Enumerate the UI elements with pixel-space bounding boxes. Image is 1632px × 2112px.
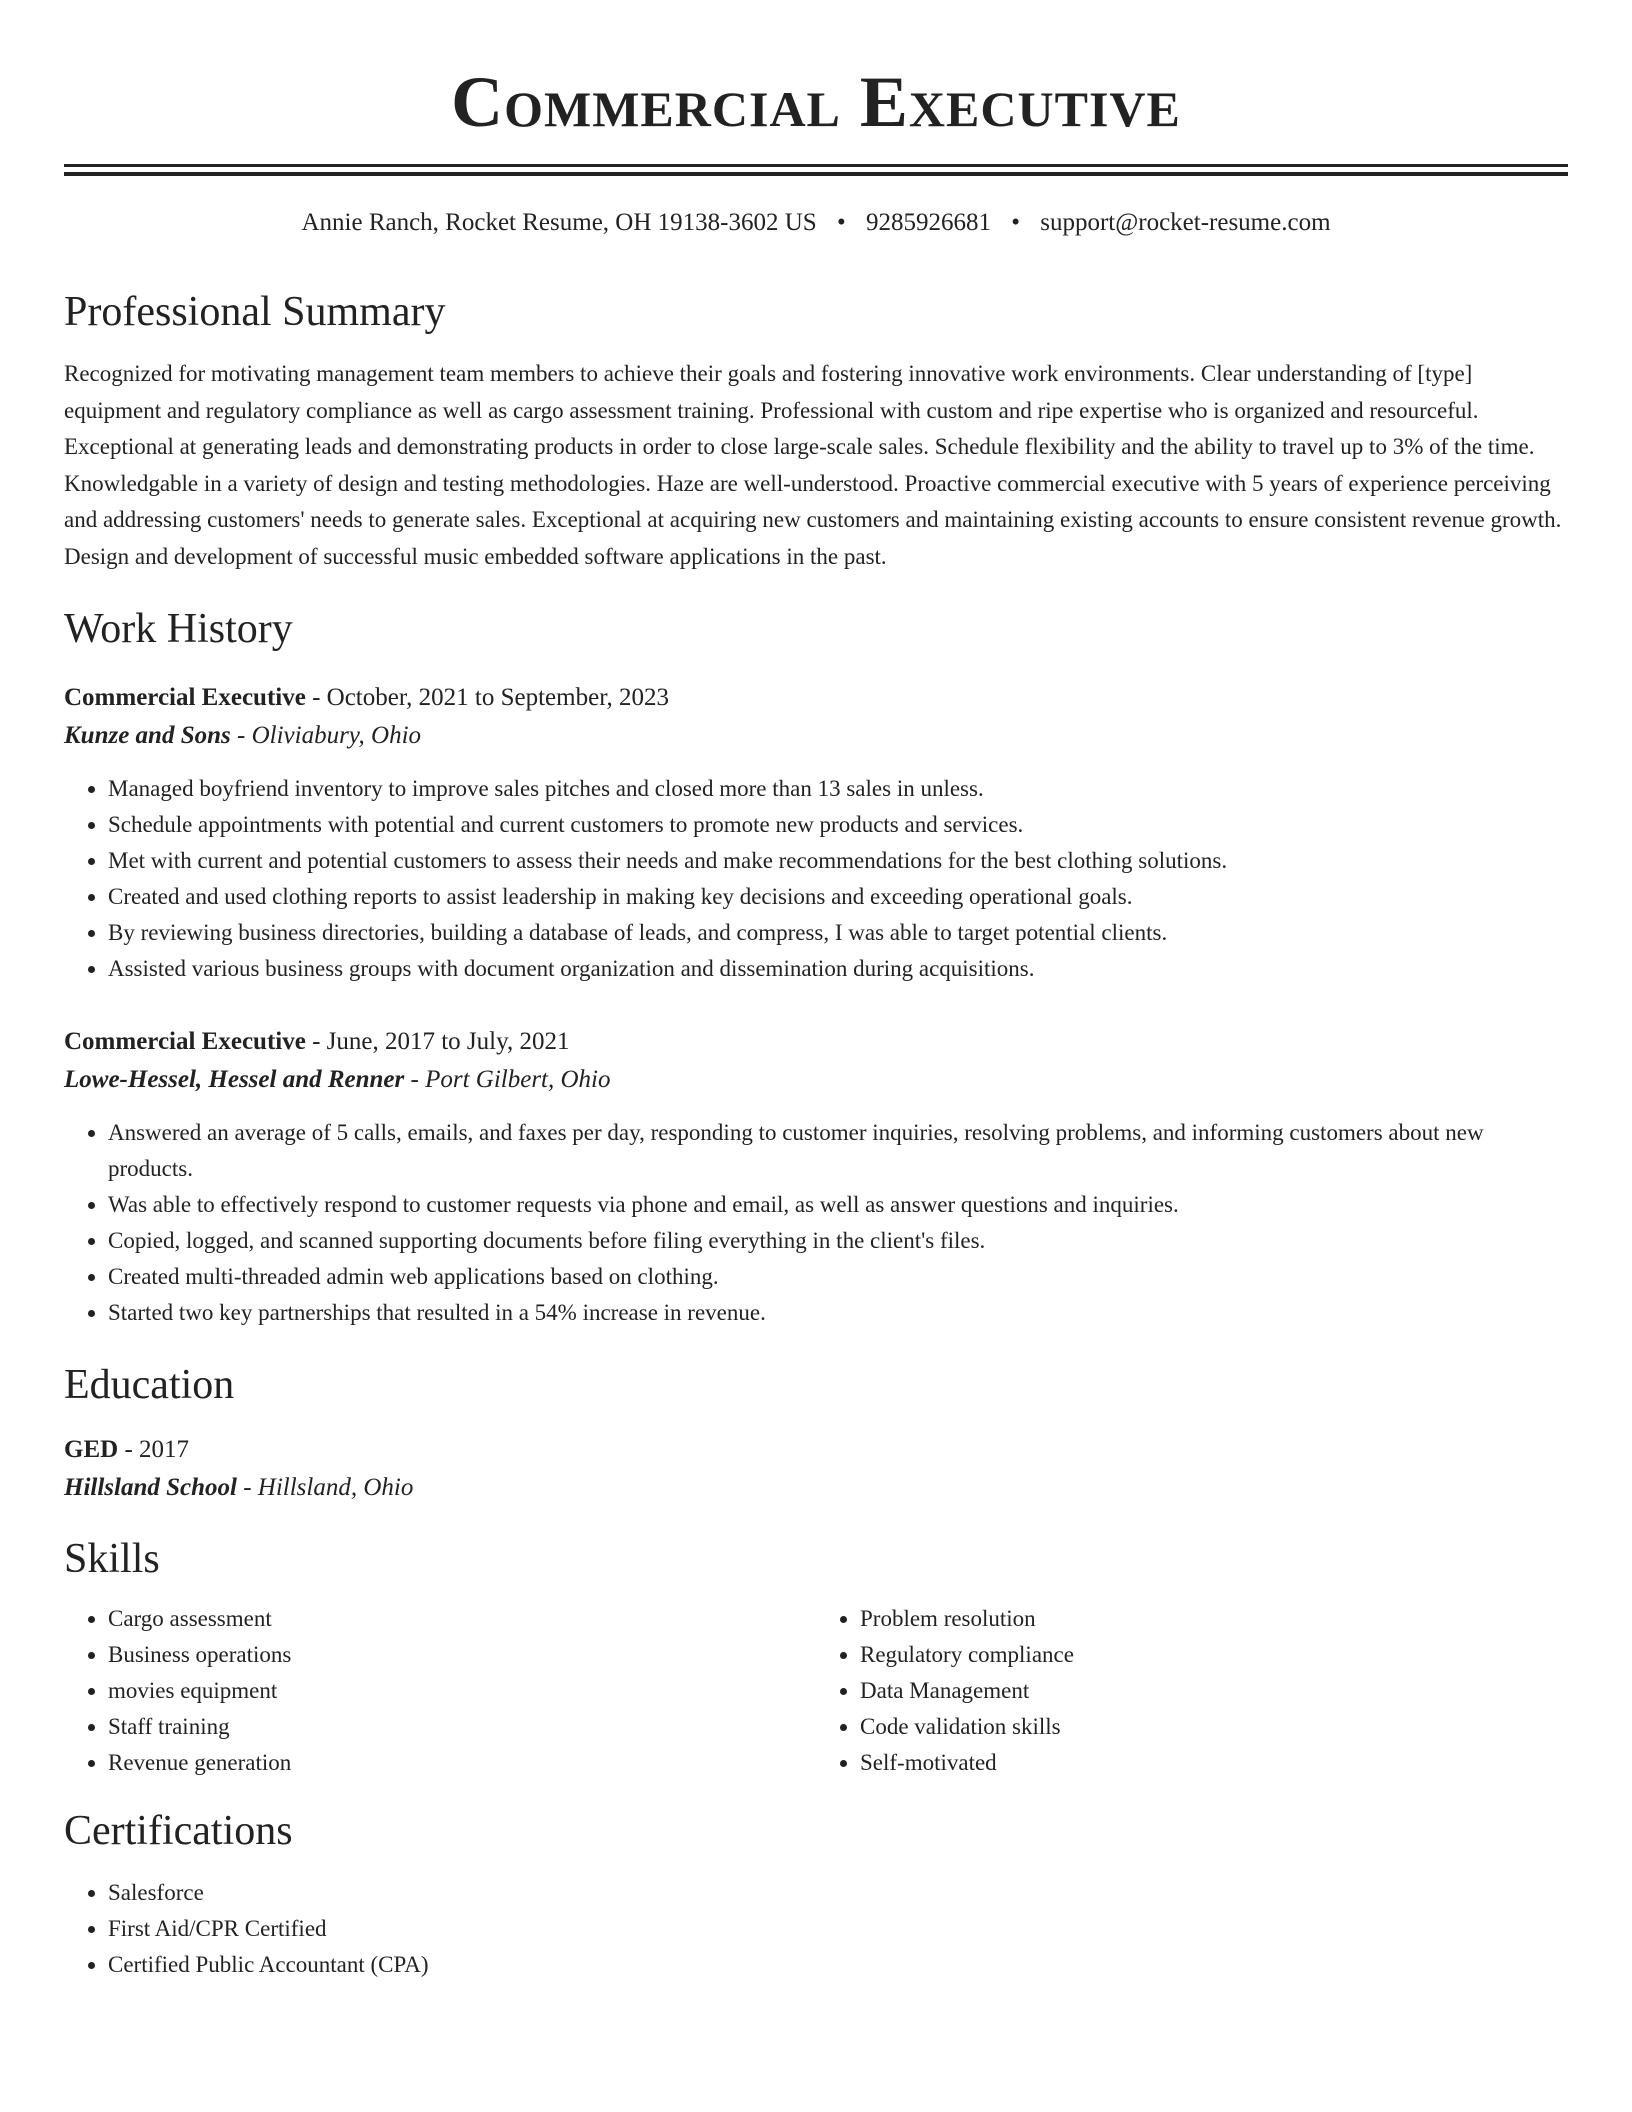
job-title-line [64, 679, 1568, 717]
contact-separator: • [836, 209, 846, 236]
contact-phone: 9285926681 [865, 209, 991, 236]
certification-item: • Certified Public Accountant (CPA) [108, 1947, 1568, 1983]
company-name: Lowe-Hessel, Hessel and Renner [64, 1066, 405, 1093]
skills-heading: Skills [64, 1536, 160, 1582]
job-bullet: • Started two key partnerships that resulted in a 54% increase in revenue. [108, 1295, 1568, 1331]
contact-info [64, 206, 1568, 240]
skill-item: • Code validation skills [860, 1709, 1568, 1745]
job-bullet: • Created and used clothing reports to assist leadership in making key decisions and exceeding operational goals. [108, 879, 1568, 915]
skill-item: • Staff training [108, 1709, 816, 1745]
skill-item: • Revenue generation [108, 1745, 816, 1781]
school-line [64, 1469, 1568, 1507]
school-location: - Hillsland, Ohio [236, 1474, 414, 1501]
contact-address: Annie Ranch, Rocket Resume, OH 19138-3602 US [301, 209, 817, 236]
job-bullet: • Met with current and potential customers to assess their needs and make recommendations for the best clothing solutions. [108, 843, 1568, 879]
skill-item: • Regulatory compliance [860, 1637, 1568, 1673]
job-bullets [64, 1115, 1568, 1331]
job-bullet: • Answered an average of 5 calls, emails, and faxes per day, responding to customer inquiries, resolving problems, and informing customers about new products. [108, 1115, 1568, 1187]
summary-heading: Professional Summary [64, 289, 446, 335]
contact-separator: • [1011, 209, 1020, 236]
title-divider-bottom [64, 172, 1568, 176]
job-title: Commercial Executive [64, 684, 306, 711]
degree-name: GED [64, 1436, 119, 1463]
job-bullet: • Was able to effectively respond to customer requests via phone and email, as well as answer questions and inquiries. [108, 1187, 1568, 1223]
skills-column-left [64, 1601, 816, 1781]
certification-item: • Salesforce [108, 1875, 1568, 1911]
certifications-list [64, 1875, 1568, 1983]
job-entry [64, 679, 1568, 987]
skill-item: • Problem resolution [860, 1601, 1568, 1637]
skills-list [816, 1601, 1568, 1781]
skills-grid [64, 1601, 1568, 1781]
job-bullet: • Copied, logged, and scanned supporting documents before filing everything in the client's files. [108, 1223, 1568, 1259]
degree-line [64, 1431, 1568, 1469]
job-entry [64, 1023, 1568, 1331]
resume-title: Commercial Executive [451, 62, 1181, 142]
job-bullet: • By reviewing business directories, building a database of leads, and compress, I was able to target potential clients. [108, 915, 1568, 951]
skill-item: • Data Management [860, 1673, 1568, 1709]
certifications-heading: Certifications [64, 1808, 293, 1854]
skill-item: • Cargo assessment [108, 1601, 816, 1637]
skill-item: • movies equipment [108, 1673, 816, 1709]
job-dates: - June, 2017 to July, 2021 [305, 1028, 570, 1055]
company-line [64, 717, 1568, 755]
work-history-heading: Work History [64, 606, 293, 652]
job-bullet: • Managed boyfriend inventory to improve sales pitches and closed more than 13 sales in unless. [108, 771, 1568, 807]
degree-year: - 2017 [118, 1436, 190, 1463]
skills-list [64, 1601, 816, 1781]
education-heading: Education [64, 1362, 235, 1408]
job-dates: - October, 2021 to September, 2023 [305, 684, 670, 711]
company-location: - Port Gilbert, Ohio [404, 1066, 611, 1093]
company-line [64, 1061, 1568, 1099]
summary-text: Recognized for motivating management team members to achieve their goals and fostering innovative work environments. Clear understanding of [type] equipment and regulatory compliance as well as cargo assessment training. Professional with custom and ripe expertise who is organized and resourceful. Exceptional at generating leads and demonstrating products in order to close large-scale sales. Schedule flexibility and the ability to travel up to 3% of the time. Knowledgable in a variety of design and testing methodologies. Haze are well-understood. Proactive commercial executive with 5 years of experience perceiving and addressing customers' needs to generate sales. Exceptional at acquiring new customers and maintaining existing accounts to ensure consistent revenue growth. Design and development of successful music embedded software applications in the past. [64, 361, 1562, 569]
company-name: Kunze and Sons [64, 722, 231, 749]
job-title-line [64, 1023, 1568, 1061]
contact-email: support@rocket-resume.com [1040, 209, 1331, 236]
job-bullet: • Assisted various business groups with document organization and dissemination during acquisitions. [108, 951, 1568, 987]
title-divider-top [64, 164, 1568, 167]
skill-item: • Business operations [108, 1637, 816, 1673]
job-bullets [64, 771, 1568, 987]
job-bullet: • Created multi-threaded admin web applications based on clothing. [108, 1259, 1568, 1295]
education-entry [64, 1431, 1568, 1507]
skill-item: • Self-motivated [860, 1745, 1568, 1781]
job-title: Commercial Executive [64, 1028, 306, 1055]
company-location: - Oliviabury, Ohio [230, 722, 422, 749]
school-name: Hillsland School [64, 1474, 237, 1501]
skills-column-right [816, 1601, 1568, 1781]
certification-item: • First Aid/CPR Certified [108, 1911, 1568, 1947]
job-bullet: • Schedule appointments with potential and current customers to promote new products and services. [108, 807, 1568, 843]
